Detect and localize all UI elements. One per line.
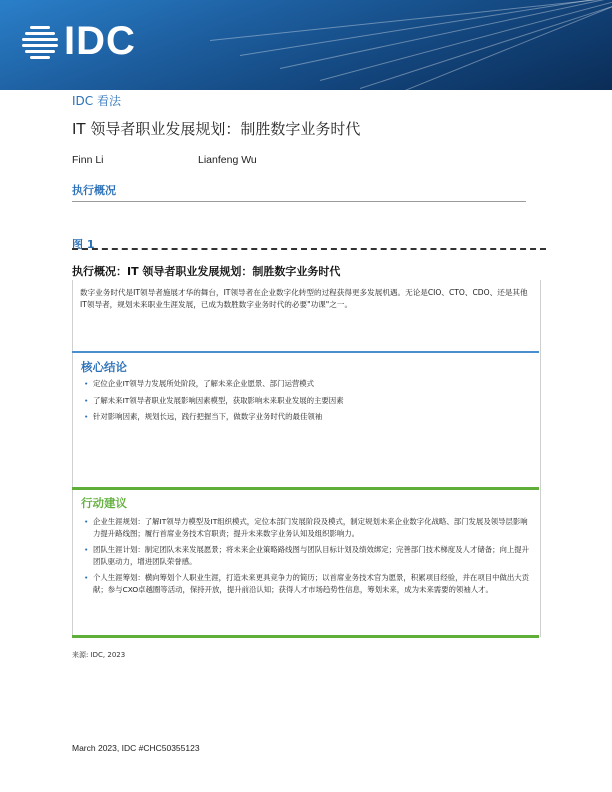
recommendations-list	[80, 516, 532, 600]
globe-icon	[22, 26, 60, 60]
list-item	[80, 378, 532, 390]
list-item	[80, 516, 532, 539]
key-finding-text: 针对影响因素，规划长远，践行把握当下，做数字业务时代的最佳领袖	[93, 412, 323, 421]
key-findings-title: 核心结论	[81, 360, 127, 374]
figure-label: 图 1	[72, 238, 95, 251]
key-finding-text: 定位企业IT领导力发展所处阶段，了解未来企业愿景、部门运营模式	[93, 379, 315, 388]
recommendations-title: 行动建议	[81, 496, 127, 510]
author-2: Lianfeng Wu	[198, 154, 257, 166]
list-item	[80, 544, 532, 567]
page-footer: March 2023, IDC #CHC50355123	[72, 743, 200, 753]
key-findings-bottom-rule	[72, 487, 539, 490]
list-item	[80, 395, 532, 407]
figure-source: 来源: IDC, 2023	[72, 651, 126, 659]
idc-logo	[22, 19, 136, 66]
key-findings-top-rule	[72, 351, 539, 353]
figure-title: 执行概况：IT 领导者职业发展规划：制胜数字业务时代	[72, 265, 341, 278]
logo-text: IDC	[64, 19, 136, 63]
header-banner	[0, 0, 612, 90]
figure-intro: 数字业务时代是IT领导者施展才华的舞台，IT领导者在企业数字化转型的过程获得更多发展机遇。无论是CIO、CTO、CDO、还是其他IT领导者，规划未来职业生涯发展，已成为数胜数字业务时代的必要"功课"之一。	[80, 288, 528, 309]
key-findings-list	[80, 378, 532, 428]
bullet-icon: •	[84, 412, 89, 421]
list-item	[80, 411, 532, 423]
recommendation-text: 企业生涯规划：了解IT领导力模型及IT组织模式，定位本部门发展阶段及模式，制定规划未来企业数字化战略、部门发展及领导层影响力提升路线图；履行首席业务技术官职责；提升未来数字业务认知及组织影响力。	[93, 517, 528, 538]
section-divider	[72, 201, 526, 202]
doc-title: IT 领导者职业发展规划：制胜数字业务时代	[72, 120, 361, 138]
doc-kicker: IDC 看法	[72, 94, 121, 108]
bullet-icon: •	[84, 545, 89, 554]
bullet-icon: •	[84, 573, 89, 582]
bullet-icon: •	[84, 517, 89, 526]
author-1: Finn Li	[72, 154, 104, 166]
figure-dashed-rule	[72, 248, 546, 250]
list-item	[80, 572, 532, 595]
recommendation-text: 团队生涯计划：制定团队未来发展愿景；将未来企业策略路线图与团队目标计划及绩效绑定；完善部门技术梯度及人才储备；向上提升团队驱动力，增进团队荣誉感。	[93, 545, 530, 566]
recommendations-bottom-rule	[72, 635, 539, 638]
bullet-icon: •	[84, 395, 89, 405]
key-finding-text: 了解未来IT领导者职业发展影响因素模型，获取影响未来职业发展的主要因素	[93, 395, 344, 405]
section-heading: 执行概况	[72, 184, 116, 197]
bullet-icon: •	[84, 379, 89, 388]
recommendation-text: 个人生涯筹划：横向筹划个人职业生涯，打造未来更具竞争力的简历；以首席业务技术官为愿景，积累项目经验，并在项目中做出大贡献；参与CXO卓越圈等活动，保持开放，提升前沿认知；获得人才市场趋势性信息，筹划未来，成为未来需要的领袖人才。	[93, 573, 530, 594]
